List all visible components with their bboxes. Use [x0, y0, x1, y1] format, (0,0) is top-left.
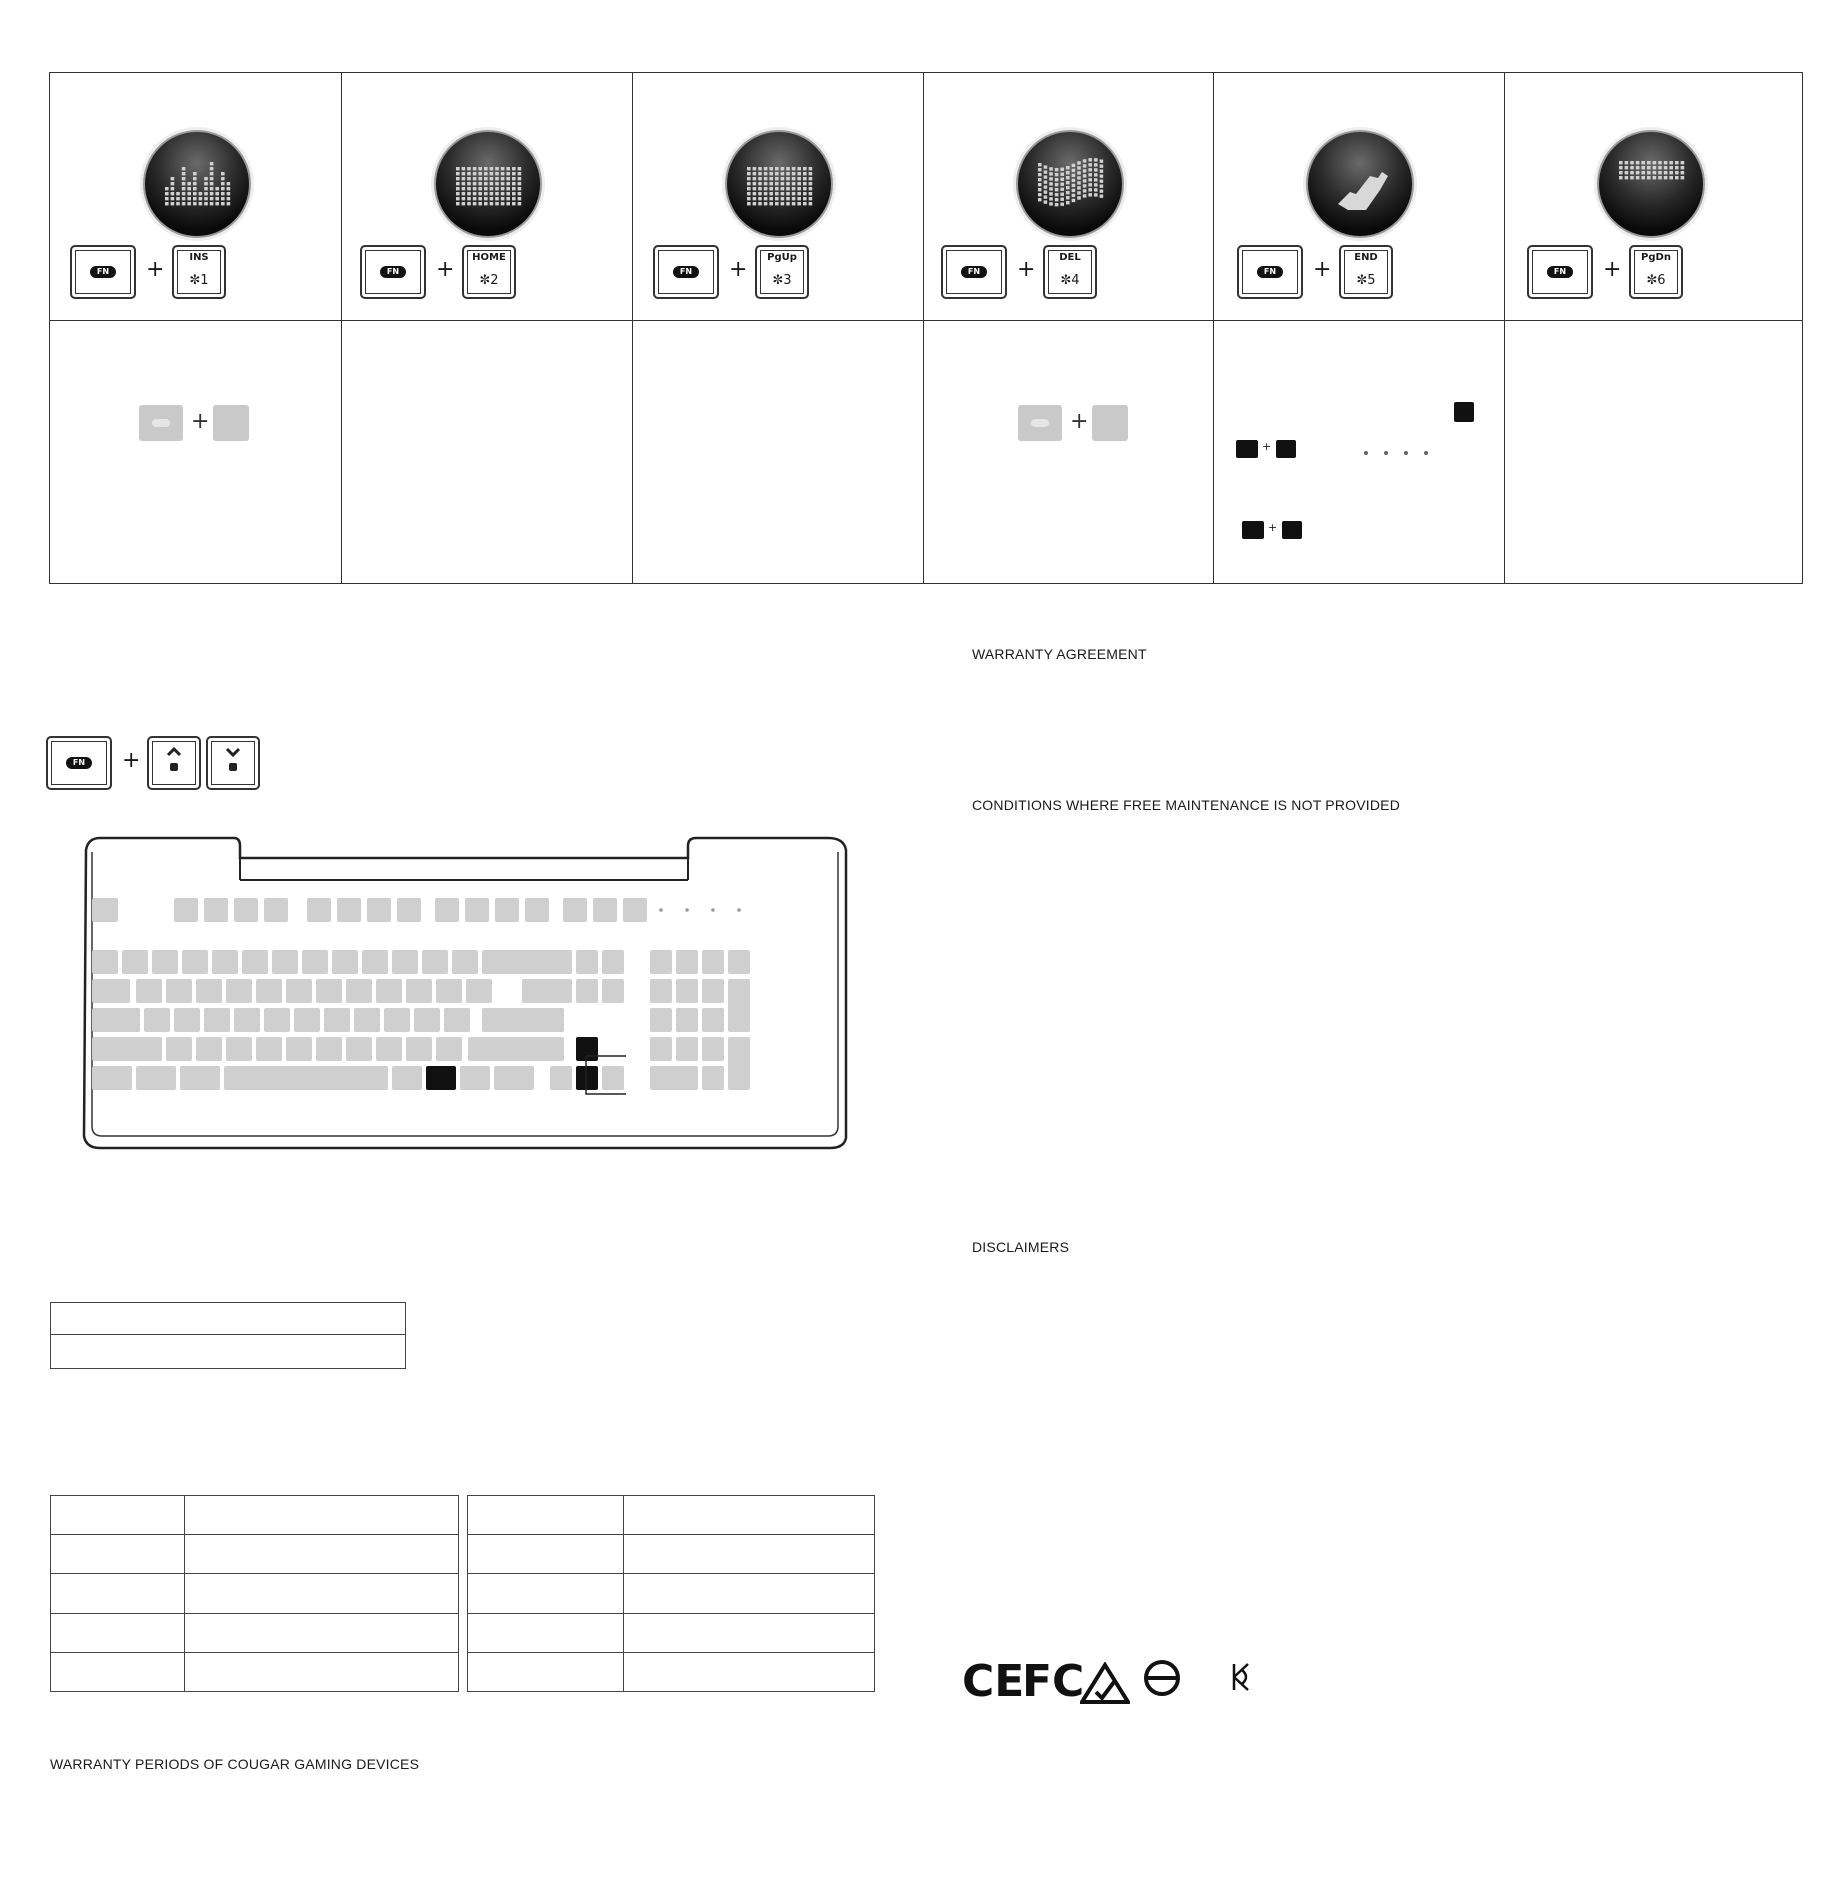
fn-key-label: FN	[673, 266, 699, 278]
table-cell	[468, 1653, 624, 1692]
keyboard-key	[602, 1066, 624, 1090]
keyboard-key	[242, 950, 268, 974]
keyboard-key	[92, 898, 118, 922]
keyboard-key	[204, 1008, 230, 1032]
keyboard-key	[392, 1066, 422, 1090]
keyboard-key	[256, 979, 282, 1003]
keyboard-key	[525, 898, 549, 922]
table-cell	[185, 1496, 459, 1535]
key-bottom-label: ✼2	[479, 273, 499, 288]
keyboard-key	[354, 1008, 380, 1032]
grid-col-divider	[1213, 73, 1214, 583]
keyboard-key	[346, 1037, 372, 1061]
keyboard-key	[426, 1066, 456, 1090]
effect-6-key-combo	[1527, 245, 1687, 301]
keyboard-key	[650, 979, 672, 1003]
keyboard-key	[234, 898, 258, 922]
keyboard-key	[494, 1066, 534, 1090]
brightness-up-icon	[149, 738, 199, 788]
fn-key-faded	[139, 405, 183, 441]
plus-sign: +	[1070, 409, 1089, 434]
indicator-lights-icon	[1362, 444, 1442, 454]
table-cell	[624, 1574, 875, 1614]
lighting-effects-grid	[49, 72, 1803, 584]
grid-col-divider	[632, 73, 633, 583]
effect-6-key	[1629, 245, 1683, 299]
keyboard-key	[332, 950, 358, 974]
key-top-label: PgUp	[767, 252, 797, 263]
keyboard-key	[460, 1066, 490, 1090]
brightness-combo	[46, 736, 266, 790]
effect-5-detail	[1232, 400, 1482, 550]
arrow-up-key	[147, 736, 201, 790]
key-top-label: END	[1354, 252, 1378, 263]
plus-sign: +	[729, 257, 748, 282]
table-cell	[51, 1614, 185, 1653]
key-top-label: DEL	[1059, 252, 1081, 263]
keyboard-key	[272, 950, 298, 974]
keyboard-key	[324, 1008, 350, 1032]
keyboard-key	[226, 979, 252, 1003]
keyboard-key	[174, 1008, 200, 1032]
table-cell	[185, 1574, 459, 1614]
hand-pointer-icon	[1306, 130, 1414, 238]
keyboard-key	[702, 950, 724, 974]
keyboard-key	[436, 1037, 462, 1061]
key-top-label: PgDn	[1641, 252, 1671, 263]
keyboard-key	[384, 1008, 410, 1032]
plus-sign: +	[191, 409, 210, 434]
table-cell	[624, 1496, 875, 1535]
keyboard-key	[465, 898, 489, 922]
fn-key-label: FN	[66, 757, 92, 769]
effect-1-key	[172, 245, 226, 299]
keyboard-key	[92, 979, 130, 1003]
table-cell	[468, 1574, 624, 1614]
plus-sign: +	[436, 257, 455, 282]
keyboard-key	[728, 950, 750, 974]
plus-sign: +	[1313, 257, 1332, 282]
keyboard-key	[650, 1037, 672, 1061]
keyboard-key	[166, 979, 192, 1003]
effect-4-detail-combo	[1018, 405, 1130, 441]
table-cell	[51, 1496, 185, 1535]
brightness-down-icon	[208, 738, 258, 788]
warranty-periods-heading: WARRANTY PERIODS OF COUGAR GAMING DEVICES	[50, 1756, 420, 1772]
effect-3-key	[755, 245, 809, 299]
end-key-small	[1282, 521, 1302, 539]
table-cell	[185, 1614, 459, 1653]
keyboard-key	[92, 1066, 132, 1090]
keyboard-key	[337, 898, 361, 922]
keyboard-key	[224, 1066, 388, 1090]
keyboard-key	[316, 1037, 342, 1061]
keyboard-key	[136, 1066, 176, 1090]
keyboard-key	[286, 1037, 312, 1061]
key-top-label: INS	[189, 252, 209, 263]
plus-sign: +	[1262, 440, 1272, 453]
eac-mark-icon	[1142, 1658, 1182, 1698]
keyboard-key	[623, 898, 647, 922]
arrow-down-key	[206, 736, 260, 790]
keyboard-key	[362, 950, 388, 974]
keyboard-key	[702, 1066, 724, 1090]
keyboard-key	[436, 979, 462, 1003]
fn-key-label: FN	[380, 266, 406, 278]
keyboard-key	[92, 1037, 162, 1061]
table-cell	[468, 1535, 624, 1574]
keyboard-key	[576, 1066, 598, 1090]
table-cell	[468, 1614, 624, 1653]
keyboard-key	[444, 1008, 470, 1032]
key-bottom-label: ✼6	[1646, 273, 1666, 288]
equalizer-bars-icon	[143, 130, 251, 238]
keyboard-key	[676, 1008, 698, 1032]
fn-key-faded	[1018, 405, 1062, 441]
keyboard-key	[650, 1008, 672, 1032]
table-cell	[624, 1653, 875, 1692]
effect-2-key	[462, 245, 516, 299]
del-key-faded	[1092, 405, 1128, 441]
ins-key-faded	[213, 405, 249, 441]
table-cell	[51, 1335, 406, 1369]
table-cell	[51, 1653, 185, 1692]
keyboard-key	[482, 1008, 564, 1032]
effect-5-key-combo	[1237, 245, 1397, 301]
keyboard-key	[422, 950, 448, 974]
keyboard-key	[576, 979, 598, 1003]
keyboard-key	[182, 950, 208, 974]
keyboard-key	[406, 1037, 432, 1061]
plus-sign: +	[122, 748, 141, 773]
certification-logos	[962, 1650, 1262, 1710]
keyboard-key	[702, 1037, 724, 1061]
keyboard-key	[602, 979, 624, 1003]
keyboard-key	[196, 1037, 222, 1061]
keyboard-key	[144, 1008, 170, 1032]
fn-key	[1527, 245, 1593, 299]
static-matrix-icon	[1597, 130, 1705, 238]
table-cell	[185, 1653, 459, 1692]
keyboard-key	[264, 1008, 290, 1032]
dot-matrix-icon	[434, 130, 542, 238]
keyboard-key	[593, 898, 617, 922]
keyboard-key	[264, 898, 288, 922]
fn-key-label: FN	[1257, 266, 1283, 278]
keyboard-key	[234, 1008, 260, 1032]
fn-key	[70, 245, 136, 299]
keyboard-key	[174, 898, 198, 922]
info-table-small	[50, 1302, 406, 1369]
key-top-label: HOME	[472, 252, 506, 263]
keyboard-key	[576, 1037, 598, 1061]
warranty-agreement-heading: WARRANTY AGREEMENT	[972, 646, 1147, 662]
effect-4-key	[1043, 245, 1097, 299]
effect-1-detail-combo	[139, 405, 251, 441]
ce-mark: CE	[962, 1656, 1025, 1707]
keyboard-key	[316, 979, 342, 1003]
keyboard-key	[397, 898, 421, 922]
grid-col-divider	[923, 73, 924, 583]
conditions-heading: CONDITIONS WHERE FREE MAINTENANCE IS NOT PROVIDED	[972, 797, 1401, 813]
kc-mark-icon	[1230, 1660, 1254, 1694]
fn-key-small	[1242, 521, 1264, 539]
keyboard-key	[122, 950, 148, 974]
keyboard-key	[392, 950, 418, 974]
keyboard-key	[226, 1037, 252, 1061]
effect-5-key	[1339, 245, 1393, 299]
keyboard-key	[256, 1037, 282, 1061]
wave-matrix-icon	[1016, 130, 1124, 238]
keyboard-key	[346, 979, 372, 1003]
keyboard-key	[204, 898, 228, 922]
key-bottom-label: ✼1	[189, 273, 209, 288]
disclaimers-heading: DISCLAIMERS	[972, 1239, 1070, 1255]
fn-key	[46, 736, 112, 790]
plus-sign: +	[1603, 257, 1622, 282]
keyboard-illustration	[78, 836, 852, 1150]
keyboard-key	[406, 979, 432, 1003]
keyboard-key	[212, 950, 238, 974]
key-bottom-label: ✼3	[772, 273, 792, 288]
effect-4-key-combo	[941, 245, 1101, 301]
keyboard-key	[376, 979, 402, 1003]
plus-sign: +	[146, 257, 165, 282]
keyboard-key	[152, 950, 178, 974]
table-cell	[624, 1614, 875, 1653]
effect-3-key-combo	[653, 245, 813, 301]
plus-sign: +	[1017, 257, 1036, 282]
keyboard-key	[466, 979, 492, 1003]
keyboard-key	[563, 898, 587, 922]
keyboard-key	[728, 1037, 750, 1090]
keyboard-key	[367, 898, 391, 922]
fn-key	[360, 245, 426, 299]
keyboard-key	[294, 1008, 320, 1032]
fn-key-label: FN	[90, 266, 116, 278]
table-cell	[51, 1303, 406, 1335]
keyboard-key	[550, 950, 572, 974]
fn-key	[653, 245, 719, 299]
fcc-mark: FC	[1022, 1656, 1085, 1707]
grid-col-divider	[341, 73, 342, 583]
keyboard-key	[676, 1037, 698, 1061]
keyboard-key	[452, 950, 478, 974]
table-cell	[185, 1535, 459, 1574]
keyboard-key	[307, 898, 331, 922]
keyboard-key	[650, 1066, 698, 1090]
keyboard-key	[376, 1037, 402, 1061]
keyboard-key	[92, 950, 118, 974]
keyboard-key	[286, 979, 312, 1003]
plus-sign: +	[1268, 521, 1278, 534]
keyboard-key	[702, 1008, 724, 1032]
keyboard-key	[414, 1008, 440, 1032]
effect-2-key-combo	[360, 245, 520, 301]
keyboard-key	[302, 950, 328, 974]
table-cell	[51, 1535, 185, 1574]
keyboard-key	[602, 950, 624, 974]
keyboard-key	[576, 950, 598, 974]
end-key-small	[1454, 402, 1474, 422]
fn-key	[941, 245, 1007, 299]
keyboard-key	[495, 898, 519, 922]
grid-col-divider	[1504, 73, 1505, 583]
effect-1-key-combo	[70, 245, 230, 301]
keyboard-key	[650, 950, 672, 974]
warranty-periods-table-right	[467, 1495, 875, 1692]
keyboard-key	[728, 979, 750, 1032]
fn-key	[1237, 245, 1303, 299]
rcm-mark-icon	[1080, 1662, 1130, 1706]
key-bottom-label: ✼4	[1060, 273, 1080, 288]
fn-key-small	[1236, 440, 1258, 458]
fn-key-label: FN	[1547, 266, 1573, 278]
table-cell	[51, 1574, 185, 1614]
keyboard-key	[435, 898, 459, 922]
keyboard-key	[180, 1066, 220, 1090]
warranty-periods-table-left	[50, 1495, 459, 1692]
fn-key-label: FN	[961, 266, 987, 278]
keyboard-key	[92, 1008, 140, 1032]
keyboard-key	[550, 979, 572, 1003]
keyboard-key	[166, 1037, 192, 1061]
end-key-small	[1276, 440, 1296, 458]
keyboard-key	[196, 979, 222, 1003]
key-bottom-label: ✼5	[1356, 273, 1376, 288]
table-cell	[624, 1535, 875, 1574]
keyboard-key	[676, 979, 698, 1003]
keyboard-key	[550, 1066, 572, 1090]
keyboard-key	[702, 979, 724, 1003]
ripple-matrix-icon	[725, 130, 833, 238]
grid-row-divider	[50, 320, 1802, 321]
keyboard-key	[676, 950, 698, 974]
keyboard-key	[468, 1037, 564, 1061]
keyboard-key	[136, 979, 162, 1003]
table-cell	[468, 1496, 624, 1535]
